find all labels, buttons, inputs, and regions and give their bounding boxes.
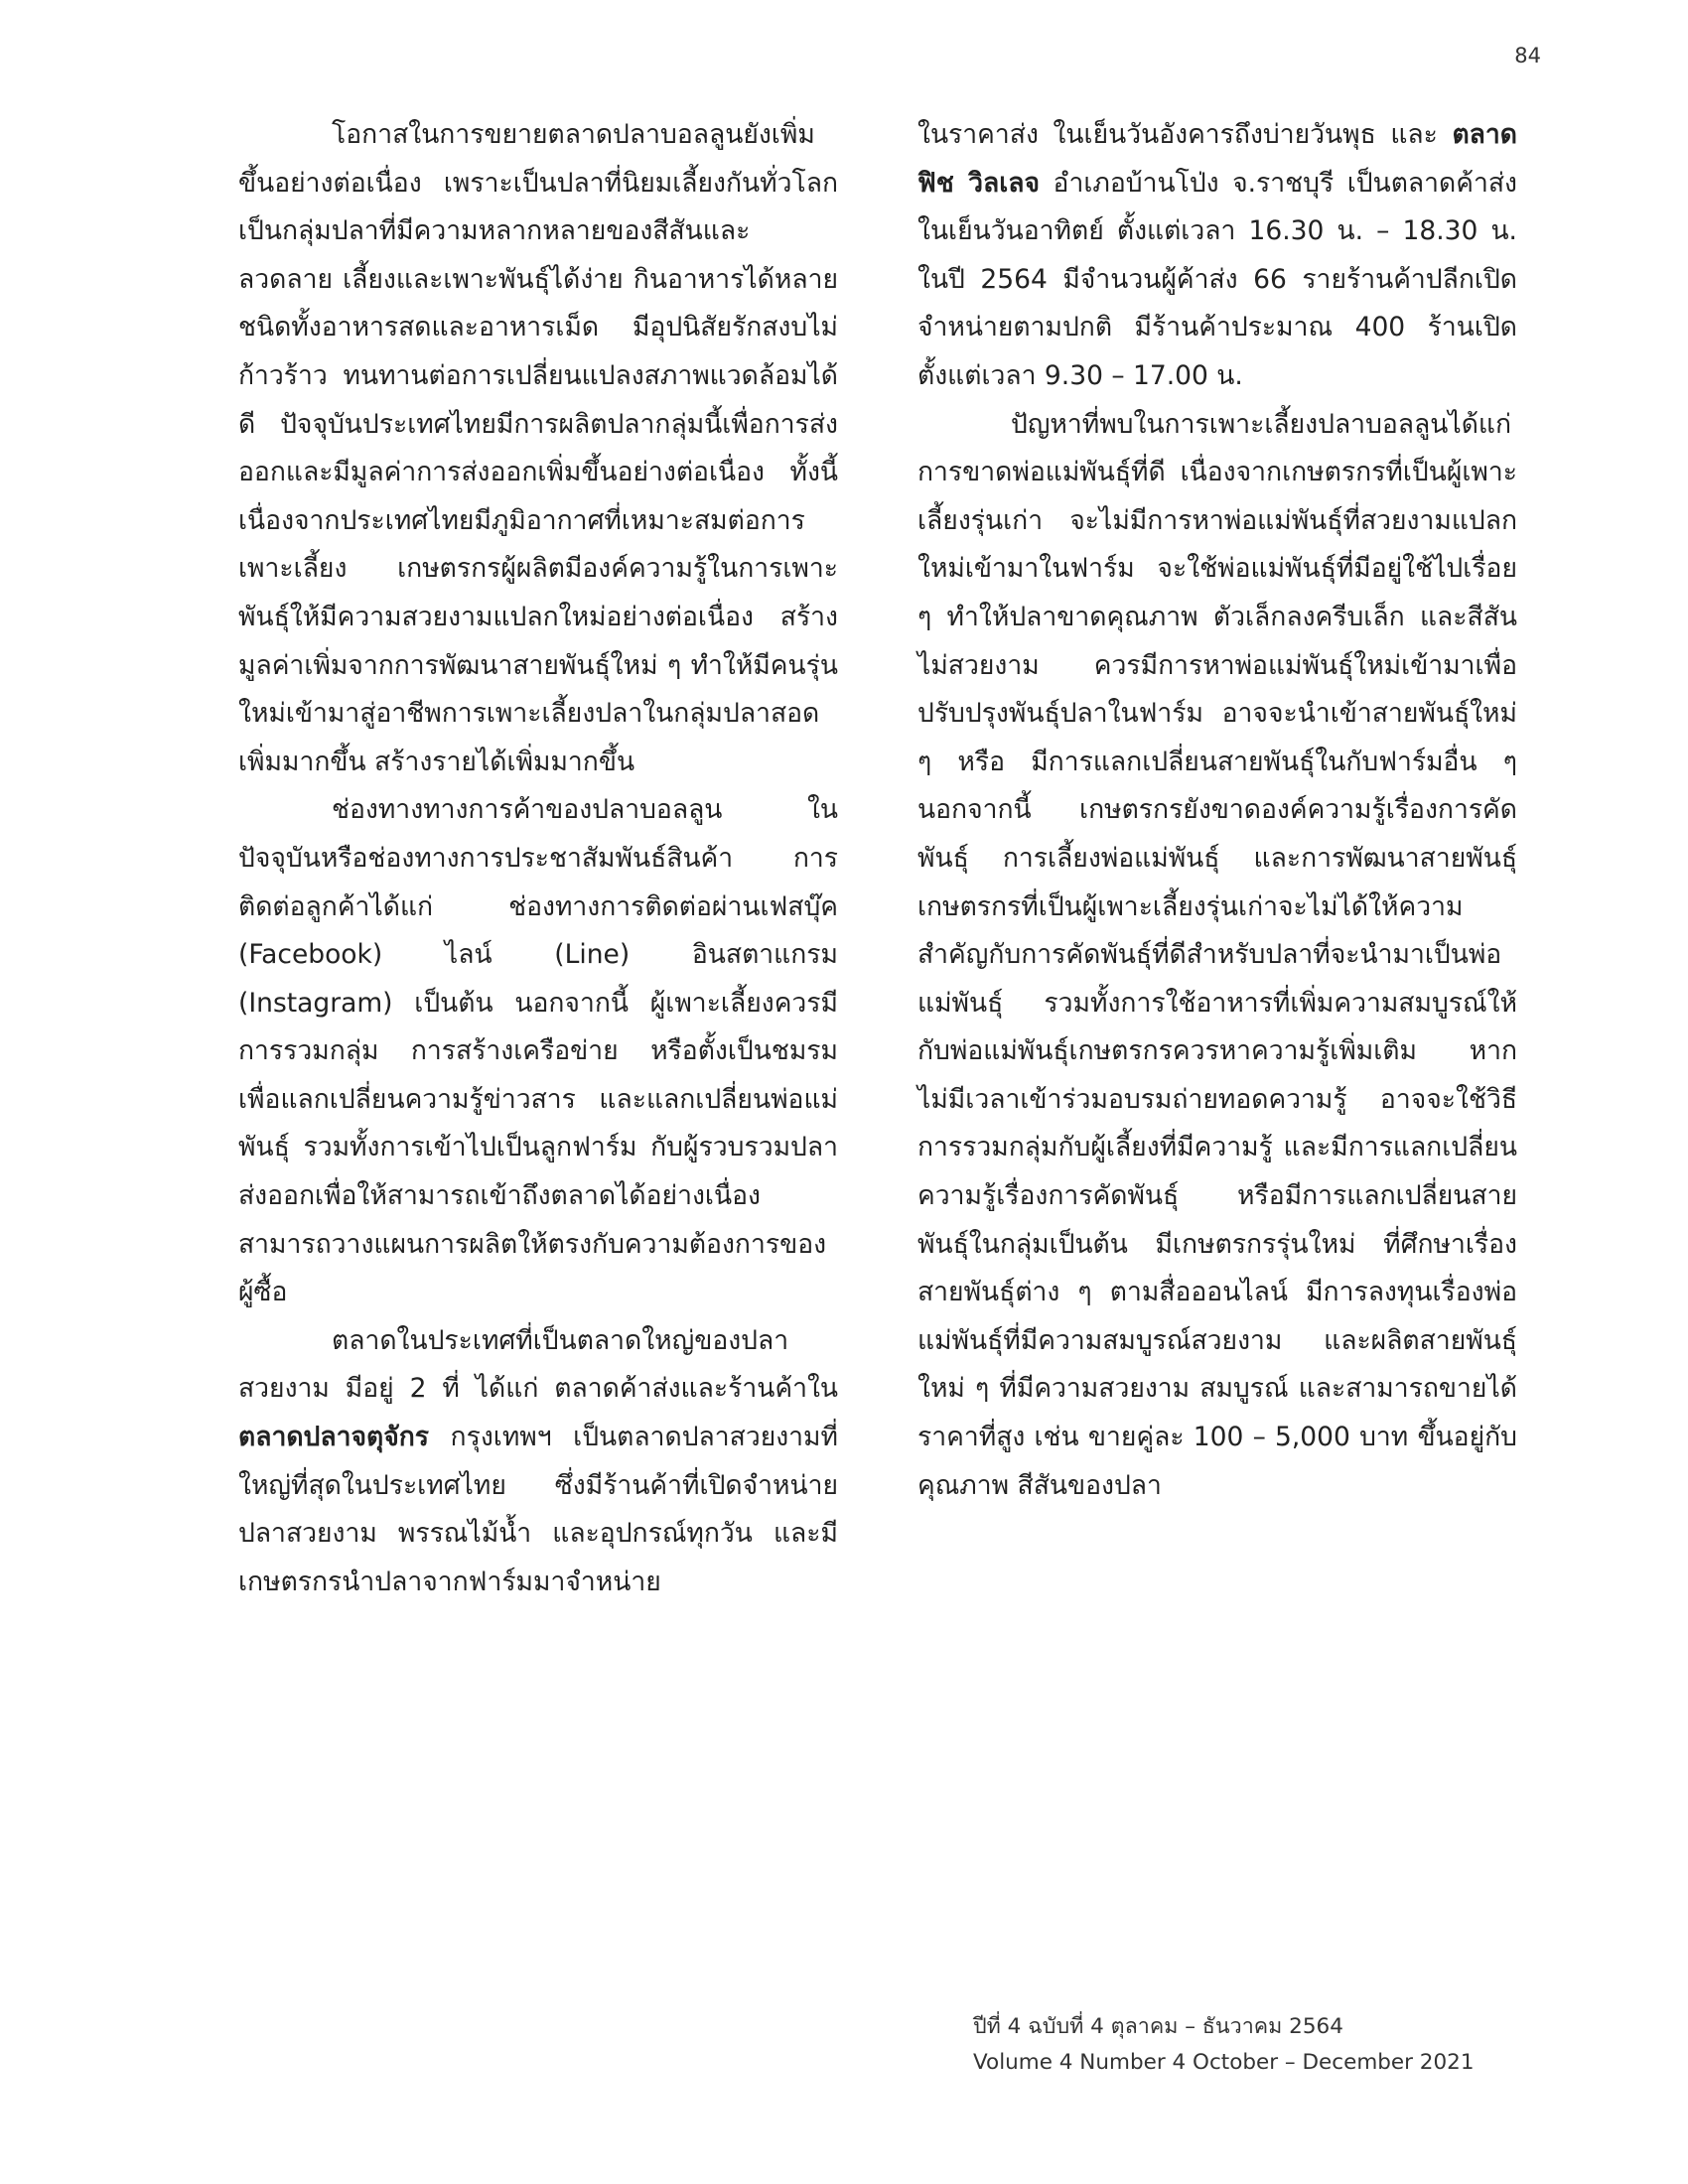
domestic-markets-text-a: ตลาดในประเทศที่เป็นตลาดใหญ่ของปลาสวยงาม มีอยู่ 2 ที่ ได้แก่ ตลาดค้าส่งและร้านค้าใน	[238, 1324, 838, 1405]
paragraph-markets-continued	[917, 111, 1517, 401]
journal-footer	[973, 2009, 1475, 2081]
markets-continued-text-b: อำเภอบ้านโป่ง จ.ราชบุรี เป็นตลาดค้าส่งในเย็นวันอาทิตย์ ตั้งแต่เวลา 16.30 น. – 18.30 น. ในปี 2564 มีจำนวนผู้ค้าส่ง 66 รายร้านค้าปลีกเปิดจำหน่ายตามปกติ มีร้านค้าประมาณ 400 ร้านเปิดตั้งแต่เวลา 9.30 – 17.00 น.	[917, 167, 1517, 391]
markets-continued-text-a: ในราคาส่ง ในเย็นวันอังคารถึงบ่ายวันพุธ และ	[917, 119, 1453, 150]
footer-issue-english: Volume 4 Number 4 October – December 2021	[973, 2050, 1475, 2075]
paragraph-market-opportunity: โอกาสในการขยายตลาดปลาบอลลูนยังเพิ่มขึ้นอย่างต่อเนื่อง เพราะเป็นปลาที่นิยมเลี้ยงกันทั่วโลก เป็นกลุ่มปลาที่มีความหลากหลายของสีสันและลวดลาย เลี้ยงและเพาะพันธุ์ได้ง่าย กินอาหารได้หลายชนิดทั้งอาหารสดและอาหารเม็ด มีอุปนิสัยรักสงบไม่ก้าวร้าว ทนทานต่อการเปลี่ยนแปลงสภาพแวดล้อมได้ดี ปัจจุบันประเทศไทยมีการผลิตปลากลุ่มนี้เพื่อการส่งออกและมีมูลค่าการส่งออกเพิ่มขึ้นอย่างต่อเนื่อง ทั้งนี้เนื่องจากประเทศไทยมีภูมิอากาศที่เหมาะสมต่อการเพาะเลี้ยง เกษตรกรผู้ผลิตมีองค์ความรู้ในการเพาะพันธุ์ให้มีความสวยงามแปลกใหม่อย่างต่อเนื่อง สร้างมูลค่าเพิ่มจากการพัฒนาสายพันธุ์ใหม่ ๆ ทำให้มีคนรุ่นใหม่เข้ามาสู่อาชีพการเพาะเลี้ยงปลาในกลุ่มปลาสอดเพิ่มมากขึ้น สร้างรายได้เพิ่มมากขึ้น	[238, 119, 838, 777]
left-column	[238, 111, 838, 1606]
footer-issue-thai: ปีที่ 4 ฉบับที่ 4 ตุลาคม – ธันวาคม 2564	[973, 2014, 1343, 2039]
paragraph-domestic-markets	[238, 1317, 838, 1607]
right-column	[917, 111, 1517, 1510]
paragraph-trade-channels: ช่องทางทางการค้าของปลาบอลลูน ในปัจจุบันหรือช่องทางการประชาสัมพันธ์สินค้า การติดต่อลูกค้าได้แก่ ช่องทางการติดต่อผ่านเฟสบุ๊ค (Facebook) ไลน์ (Line) อินสตาแกรม (Instagram) เป็นต้น นอกจากนี้ ผู้เพาะเลี้ยงควรมีการรวมกลุ่ม การสร้างเครือข่าย หรือตั้งเป็นชมรม เพื่อแลกเปลี่ยนความรู้ข่าวสาร และแลกเปลี่ยนพ่อแม่พันธุ์ รวมทั้งการเข้าไปเป็นลูกฟาร์ม กับผู้รวบรวมปลาส่งออกเพื่อให้สามารถเข้าถึงตลาดได้อย่างเนื่อง สามารถวางแผนการผลิตให้ตรงกับความต้องการของผู้ซื้อ	[238, 794, 838, 1308]
page-number: 84	[1514, 44, 1541, 68]
paragraph-farming-problems: ปัญหาที่พบในการเพาะเลี้ยงปลาบอลลูนได้แก่ การขาดพ่อแม่พันธุ์ที่ดี เนื่องจากเกษตรกรที่เป็นผู้เพาะเลี้ยงรุ่นเก่า จะไม่มีการหาพ่อแม่พันธุ์ที่สวยงามแปลกใหม่เข้ามาในฟาร์ม จะใช้พ่อแม่พันธุ์ที่มีอยู่ใช้ไปเรื่อย ๆ ทำให้ปลาขาดคุณภาพ ตัวเล็กลงครีบเล็ก และสีสันไม่สวยงาม ควรมีการหาพ่อแม่พันธุ์ใหม่เข้ามาเพื่อปรับปรุงพันธุ์ปลาในฟาร์ม อาจจะนำเข้าสายพันธุ์ใหม่ ๆ หรือ มีการแลกเปลี่ยนสายพันธุ์ในกับฟาร์มอื่น ๆ นอกจากนี้ เกษตรกรยังขาดองค์ความรู้เรื่องการคัดพันธุ์ การเลี้ยงพ่อแม่พันธุ์ และการพัฒนาสายพันธุ์ เกษตรกรที่เป็นผู้เพาะเลี้ยงรุ่นเก่าจะไม่ได้ให้ความสำคัญกับการคัดพันธุ์ที่ดีสำหรับปลาที่จะนำมาเป็นพ่อแม่พันธุ์ รวมทั้งการใช้อาหารที่เพิ่มความสมบูรณ์ให้กับพ่อแม่พันธุ์เกษตรกรควรหาความรู้เพิ่มเติม หากไม่มีเวลาเข้าร่วมอบรมถ่ายทอดความรู้ อาจจะใช้วิธีการรวมกลุ่มกับผู้เลี้ยงที่มีความรู้ และมีการแลกเปลี่ยนความรู้เรื่องการคัดพันธุ์ หรือมีการแลกเปลี่ยนสายพันธุ์ในกลุ่มเป็นต้น มีเกษตรกรรุ่นใหม่ ที่ศึกษาเรื่องสายพันธุ์ต่าง ๆ ตามสื่อออนไลน์ มีการลงทุนเรื่องพ่อแม่พันธุ์ที่มีความสมบูรณ์สวยงาม และผลิตสายพันธุ์ใหม่ ๆ ที่มีความสวยงาม สมบูรณ์ และสามารถขายได้ราคาที่สูง เช่น ขายคู่ละ 100 – 5,000 บาท ขึ้นอยู่กับคุณภาพ สีสันของปลา	[917, 408, 1517, 1501]
domestic-markets-text-b: กรุงเทพฯ เป็นตลาดปลาสวยงามที่ใหญ่ที่สุดในประเทศไทย ซึ่งมีร้านค้าที่เปิดจำหน่ายปลาสวยงาม พรรณไม้น้ำ และอุปกรณ์ทุกวัน และมีเกษตรกรนำปลาจากฟาร์มมาจำหน่าย	[238, 1422, 838, 1597]
fish-village-market-name: ตลาดฟิช วิลเลจ	[917, 119, 1517, 199]
chatuchak-market-name: ตลาดปลาจตุจักร	[238, 1422, 430, 1453]
